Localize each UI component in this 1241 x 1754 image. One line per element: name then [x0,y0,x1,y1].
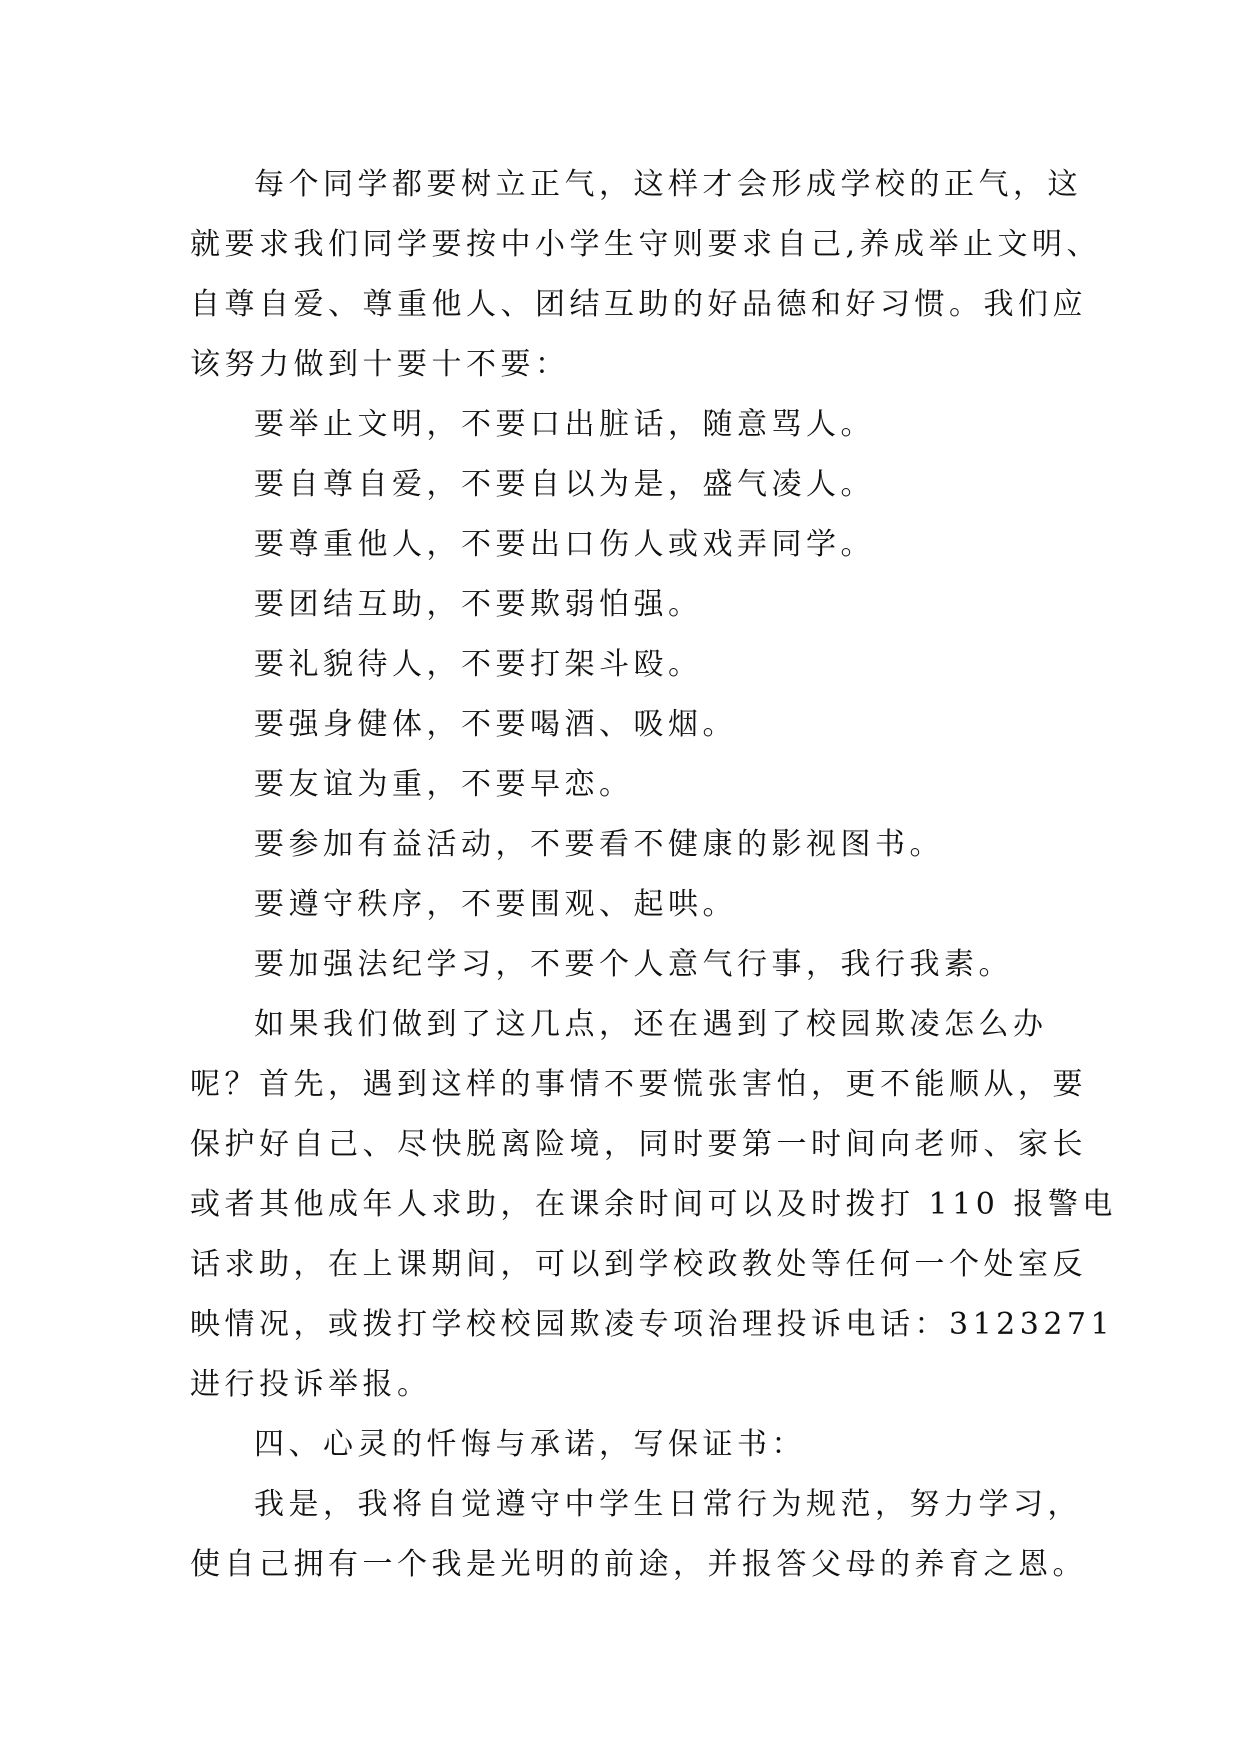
paragraph-line: 每个同学都要树立正气，这样才会形成学校的正气，这 [254,167,1082,202]
rule-item: 要尊重他人，不要出口伤人或戏弄同学。 [254,527,875,562]
paragraph-line: 我是，我将自觉遵守中学生日常行为规范，努力学习， [254,1487,1082,1522]
rule-item: 要参加有益活动，不要看不健康的影视图书。 [254,827,944,862]
paragraph-line: 或者其他成年人求助，在课余时间可以及时拨打 110 报警电 [190,1187,1117,1222]
paragraph-line: 使自己拥有一个我是光明的前途，并报答父母的养育之恩。 [190,1547,1087,1582]
paragraph-line: 就要求我们同学要按中小学生守则要求自己,养成举止文明、 [190,227,1102,262]
paragraph-line: 如果我们做到了这几点，还在遇到了校园欺凌怎么办 [254,1007,1048,1042]
rule-item: 要自尊自爱，不要自以为是，盛气凌人。 [254,467,875,502]
paragraph-line: 呢？首先，遇到这样的事情不要慌张害怕，更不能顺从，要 [190,1067,1087,1102]
rule-item: 要遵守秩序，不要围观、起哄。 [254,887,737,922]
paragraph-line: 自尊自爱、尊重他人、团结互助的好品德和好习惯。我们应 [190,287,1087,322]
paragraph-line: 话求助，在上课期间，可以到学校政教处等任何一个处室反 [190,1247,1087,1282]
paragraph-line: 映情况，或拨打学校校园欺凌专项治理投诉电话：3123271 [190,1307,1115,1342]
paragraph-line: 该努力做到十要十不要： [190,347,570,382]
paragraph-line: 进行投诉举报。 [190,1367,432,1402]
rule-item: 要加强法纪学习，不要个人意气行事，我行我素。 [254,947,1013,982]
paragraph-line: 保护好自己、尽快脱离险境，同时要第一时间向老师、家长 [190,1127,1087,1162]
rule-item: 要强身健体，不要喝酒、吸烟。 [254,707,737,742]
rule-item: 要举止文明，不要口出脏话，随意骂人。 [254,407,875,442]
section-heading: 四、心灵的忏悔与承诺，写保证书： [254,1427,806,1462]
rule-item: 要友谊为重，不要早恋。 [254,767,634,802]
rule-item: 要礼貌待人，不要打架斗殴。 [254,647,703,682]
rule-item: 要团结互助，不要欺弱怕强。 [254,587,703,622]
